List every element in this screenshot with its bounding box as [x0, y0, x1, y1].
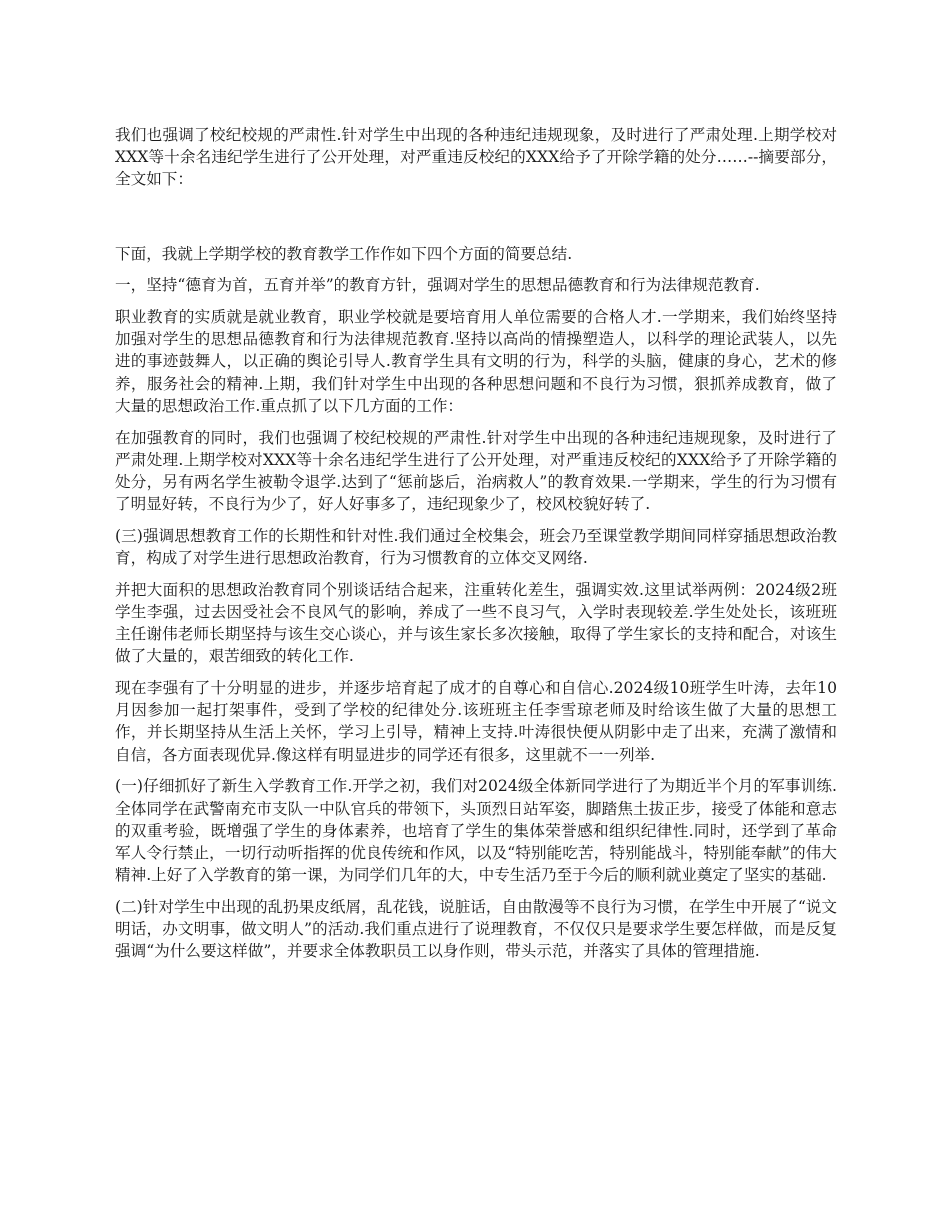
body-paragraph: (二)针对学生中出现的乱扔果皮纸屑，乱花钱，说脏话，自由散漫等不良行为习惯，在学生中开展了“说文明话，办文明事，做文明人”的活动.我们重点进行了说理教育，不仅仅只是要求学生要怎样做，而是反复强调“为什么要这样做”，并要求全体教职员工以身作则，带头示范，并落实了具体的管理措施. — [115, 897, 837, 961]
body-paragraph: 职业教育的实质就是就业教育，职业学校就是要培育用人单位需要的合格人才.一学期来，我们始终坚持加强对学生的思想品德教育和行为法律规范教育.坚持以高尚的情操塑造人，以科学的理论武装人，以先进的事迹鼓舞人，以正确的舆论引导人.教育学生具有文明的行为，科学的头脑，健康的身心，艺术的修养，服务社会的精神.上期，我们针对学生中出现的各种思想问题和不良行为习惯，狠抓养成教育，做了大量的思想政治工作.重点抓了以下几方面的工作： — [115, 308, 837, 415]
body-paragraph: 现在李强有了十分明显的进步，并逐步培育起了成才的自尊心和自信心.2024级10班学生叶涛，去年10月因参加一起打架事件，受到了学校的纪律处分.该班班主任李雪琼老师及时给该生做了大量的思想工作，并长期坚持从生活上关怀，学习上引导，精神上支持.叶涛很快便从阴影中走了出来，充满了激情和自信，各方面表现优异.像这样有明显进步的同学还有很多，这里就不一一列举. — [115, 679, 837, 764]
body-paragraph: 并把大面积的思想政治教育同个别谈话结合起来，注重转化差生，强调实效.这里试举两例：2024级2班学生李强，过去因受社会不良风气的影响，养成了一些不良习气，入学时表现较差.学生处处长，该班班主任谢伟老师长期坚持与该生交心谈心，并与该生家长多次接触，取得了学生家长的支持和配合，对该生做了大量的，艰苦细致的转化工作. — [115, 580, 837, 666]
body-paragraph: (三)强调思想教育工作的长期性和针对性.我们通过全校集会，班会乃至课堂教学期间同样穿插思想政治教育，构成了对学生进行思想政治教育，行为习惯教育的立体交叉网络. — [115, 526, 837, 568]
body-paragraph: (一)仔细抓好了新生入学教育工作.开学之初，我们对2024级全体新同学进行了为期近半个月的军事训练.全体同学在武警南充市支队一中队官兵的带领下，头顶烈日站军姿，脚踏焦土拔正步，接受了体能和意志的双重考验，既增强了学生的身体素养，也培育了学生的集体荣誉感和组织纪律性.同时，还学到了革命军人令行禁止，一切行动听指挥的优良传统和作风，以及“特别能吃苦，特别能战斗，特别能奉献”的伟大精神.上好了入学教育的第一课，为同学们几年的大，中专生活乃至于今后的顺利就业奠定了坚实的基础. — [115, 777, 837, 885]
intro-paragraph: 下面，我就上学期学校的教育教学工作作如下四个方面的简要总结. — [115, 244, 573, 263]
section-heading-one: 一，坚持“德育为首，五育并举”的教育方针，强调对学生的思想品德教育和行为法律规范教育. — [115, 276, 760, 295]
abstract-paragraph: 我们也强调了校纪校规的严肃性.针对学生中出现的各种违纪违规现象，及时进行了严肃处理.上期学校对XXX等十余名违纪学生进行了公开处理，对严重违反校纪的XXX给予了开除学籍的处分……--摘要部分，全文如下： — [115, 126, 837, 189]
document-body — [115, 124, 837, 963]
body-paragraph: 在加强教育的同时，我们也强调了校纪校规的严肃性.针对学生中出现的各种违纪违规现象，及时进行了严肃处理.上期学校对XXX等十余名违纪学生进行了公开处理，对严重违反校纪的XXX给予了开除学籍的处分，另有两名学生被勒令退学.达到了“惩前毖后，治病救人”的教育效果.一学期来，学生的行为习惯有了明显好转，不良行为少了，好人好事多了，违纪现象少了，校风校貌好转了. — [115, 428, 837, 514]
